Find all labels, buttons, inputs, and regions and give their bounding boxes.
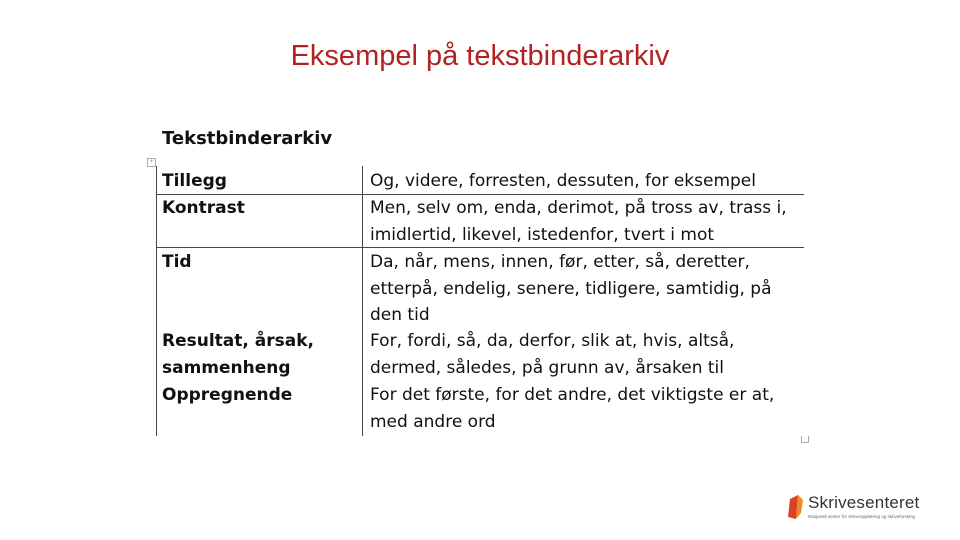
slide-title: Eksempel på tekstbinderarkiv — [290, 40, 670, 72]
table-row-category — [162, 249, 358, 276]
category-label: Resultat, årsak, — [162, 331, 314, 351]
row-divider — [156, 247, 804, 248]
category-label: Tillegg — [162, 171, 227, 191]
table-row-category — [162, 195, 358, 222]
words-line: imidlertid, likevel, istedenfor, tvert i mot — [370, 224, 715, 245]
words-line: den tid — [370, 305, 430, 325]
words-line: Og, videre, forresten, dessuten, for eksempel — [370, 171, 756, 191]
logo-name: Skrivesenteret — [808, 493, 920, 512]
table-row-words — [370, 382, 810, 435]
category-label: Oppregnende — [162, 385, 293, 405]
skrivesenteret-logo — [786, 493, 936, 525]
logo-subtitle: Nasjonalt senter for skriveopplæring og skriveforsking — [808, 514, 916, 519]
category-label: Tid — [162, 252, 192, 272]
table-row-category — [162, 168, 358, 195]
logo-mark-icon — [786, 493, 806, 521]
table-row-category — [162, 382, 358, 409]
table-row-words — [370, 195, 810, 248]
words-line: For det første, for det andre, det viktigste er at, — [370, 385, 775, 405]
category-label: sammenheng — [162, 357, 291, 378]
words-line: For, fordi, så, da, derfor, slik at, hvis, altså, — [370, 331, 735, 351]
table-row-words — [370, 168, 810, 195]
words-line: Men, selv om, enda, derimot, på tross av, trass i, — [370, 198, 787, 218]
table-end-marker — [801, 436, 809, 443]
category-label: Kontrast — [162, 198, 245, 218]
words-line: dermed, således, på grunn av, årsaken til — [370, 357, 725, 378]
table-row-words — [370, 249, 810, 329]
words-line: etterpå, endelig, senere, tidligere, samtidig, på — [370, 278, 772, 299]
table-left-border — [156, 166, 157, 436]
table-anchor-icon: + — [147, 158, 156, 167]
words-line: med andre ord — [370, 411, 496, 432]
table-heading: Tekstbinderarkiv — [162, 128, 333, 149]
table-column-divider — [362, 166, 363, 436]
words-line: Da, når, mens, innen, før, etter, så, deretter, — [370, 252, 750, 272]
table-row-words — [370, 328, 810, 381]
table-row-category — [162, 328, 358, 381]
